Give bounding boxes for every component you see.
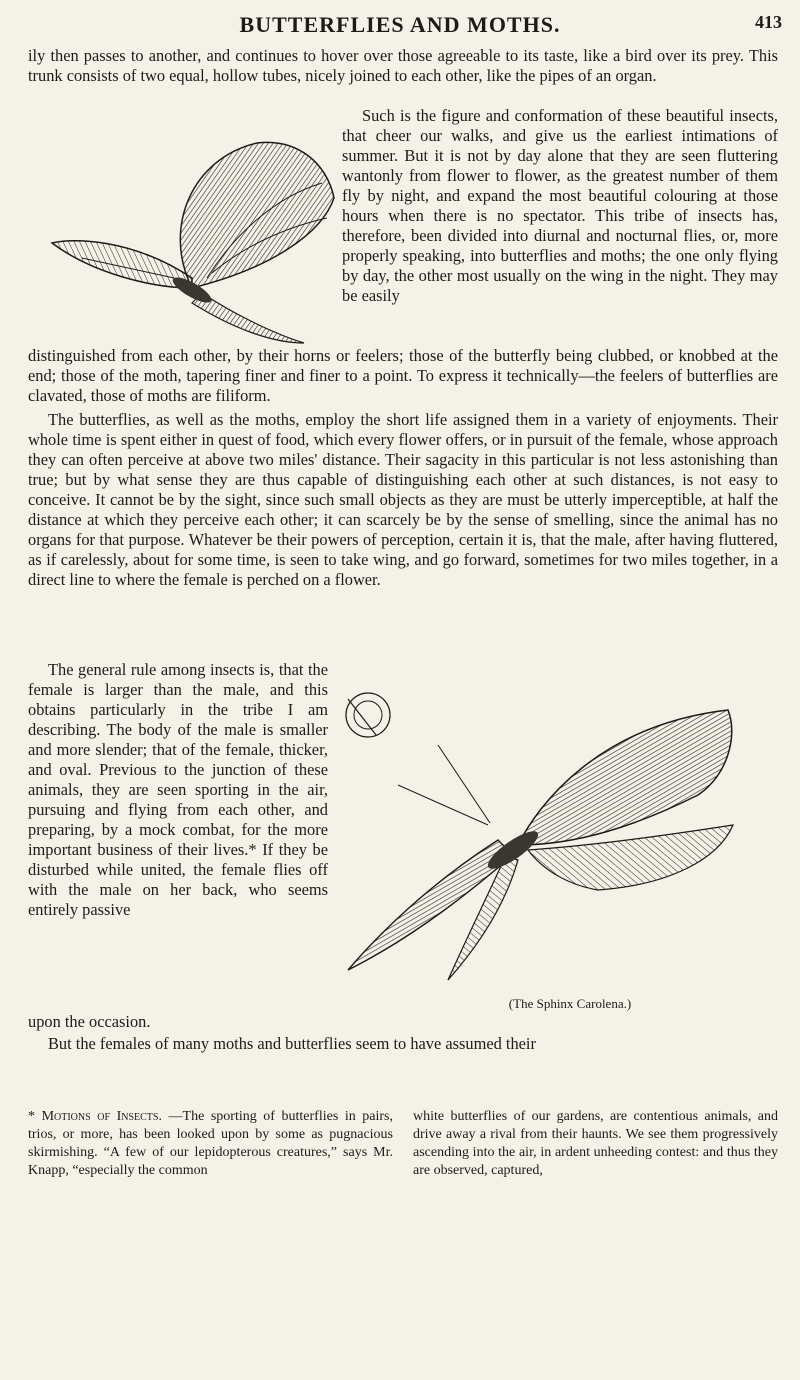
footnote-text: white butterflies of our gardens, are contentious animals, and drive away a rival from their haunts. We see them progressively ascending into the air, in ardent unheeding contest: and thus they are observed, captured, <box>413 1109 778 1178</box>
sphinx-engraving <box>338 685 750 985</box>
paragraph-text: Such is the figure and conformation of these beautiful insects, that cheer our walks, and give us the earliest intimations of summer. But it is not by day alone that they are seen fluttering wantonly from flower to flower, as the greatest number of them fly by night, and expand the most beautiful colouring at those hours when there is no spectator. This tribe of insects has, therefore, been divided into diurnal and nocturnal flies, or, more properly speaking, into butterflies and moths; the one only flying by day, the other most usually on the wing in the night. They may be easily <box>342 106 778 305</box>
footnote-column-right <box>413 1108 778 1180</box>
paragraph-figure-wrap <box>342 106 778 306</box>
figure-caption: (The Sphinx Carolena.) <box>508 996 632 1011</box>
moth-engraving <box>42 138 342 348</box>
footnote-text: —The sporting of butterflies in pairs, trios, or more, has been looked upon by some as pugnacious skirmishing. “A few of our lepidopterous creatures,” says Mr. Knapp, “especially the common <box>28 1109 393 1178</box>
paragraph-feelers <box>28 346 778 406</box>
paragraph-females <box>28 1034 778 1054</box>
paragraph-female <box>28 660 328 920</box>
paragraph-occasion <box>28 1012 778 1032</box>
running-title: BUTTERFLIES AND MOTHS. <box>239 12 561 37</box>
paragraph-text: The general rule among insects is, that the female is larger than the male, and this obtains particularly in the tribe I am describing. The body of the male is smaller and more slender; that of the female, thicker, and oval. Previous to the junction of these animals, they are seen sporting in the air, pursuing and flying from each other, and preparing, by a mock combat, for the more important business of their lives.* If they be disturbed while united, the female flies off with the male on her back, who seems entirely passive <box>28 660 328 919</box>
paragraph-text: The butterflies, as well as the moths, employ the short life assigned them in a variety of enjoyments. Their whole time is spent either in quest of food, which every flower offers, or in pursuit of the female, whose approach they can often perceive at above two miles' distance. Their sagacity in this particular is not less astonishing than true; but by what sense they are thus capable of distinguishing each other at such distances, is not easy to conceive. It cannot be by the sight, since such small objects as they are must be utterly imperceptible, at half the distance at which they perceive each other; it can scarcely be by the sense of smelling, since the animal has no organs for that purpose. Whatever be their powers of perception, certain it is, that the male, after having fluttered, as if carelessly, about for some time, is seen to take wing, and go forward, sometimes for two miles together, in a direct line to where the female is perched on a flower. <box>28 410 778 589</box>
paragraph-text: upon the occasion. <box>28 1012 151 1031</box>
paragraph-text: But the females of many moths and butterflies seem to have assumed their <box>48 1034 536 1053</box>
paragraph-trunk <box>28 46 778 86</box>
footnote-heading: Motions of Insects. <box>41 1109 162 1124</box>
footnote-column-left <box>28 1108 393 1180</box>
footnote <box>28 1108 778 1180</box>
moth-illustration <box>42 138 342 348</box>
paragraph-perception <box>28 410 778 590</box>
paragraph-text: ily then passes to another, and continues to hover over those agreeable to its taste, like a bird over its prey. This trunk consists of two equal, hollow tubes, nicely joined to each other, like the pipes of an organ. <box>28 46 778 85</box>
paragraph-text: distinguished from each other, by their horns or feelers; those of the butterfly being clubbed, or knobbed at the end; those of the moth, tapering finer and finer to a point. To express it technically—the feelers of butterflies are clavated, those of moths are filiform. <box>28 346 778 405</box>
page-number: 413 <box>755 12 782 32</box>
sphinx-illustration <box>338 685 750 985</box>
footnote-marker: * <box>28 1109 35 1124</box>
